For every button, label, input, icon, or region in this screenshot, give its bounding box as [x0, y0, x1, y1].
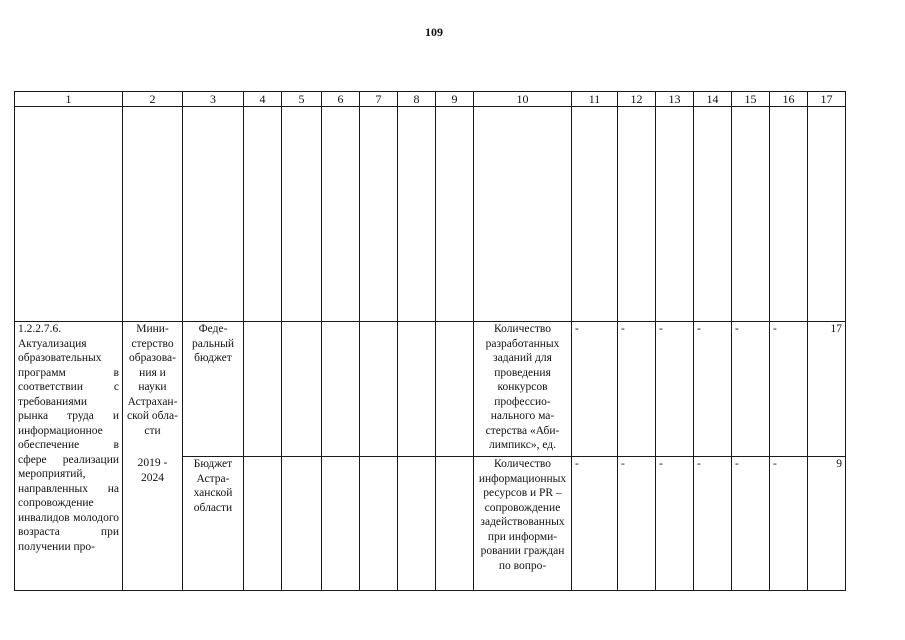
table-cell	[732, 107, 770, 322]
program-table-container	[14, 91, 844, 591]
column-number: 11	[572, 92, 618, 107]
year-value-cell: -	[656, 322, 694, 457]
table-cell	[398, 322, 436, 457]
table-cell	[322, 322, 360, 457]
year-value-cell: -	[732, 457, 770, 591]
table-cell	[572, 107, 618, 322]
table-cell	[436, 107, 474, 322]
table-cell	[618, 107, 656, 322]
table-cell	[360, 457, 398, 591]
year-value-cell: -	[618, 457, 656, 591]
column-number: 1	[15, 92, 123, 107]
table-cell	[322, 107, 360, 322]
column-number: 2	[123, 92, 183, 107]
table-cell	[398, 457, 436, 591]
year-value-cell: -	[572, 457, 618, 591]
table-cell	[474, 107, 572, 322]
column-number: 15	[732, 92, 770, 107]
table-cell	[436, 457, 474, 591]
table-cell	[244, 107, 282, 322]
table-cell	[398, 107, 436, 322]
table-cell	[244, 322, 282, 457]
column-number: 9	[436, 92, 474, 107]
table-cell	[322, 457, 360, 591]
table-cell	[282, 457, 322, 591]
column-number: 16	[770, 92, 808, 107]
column-number: 7	[360, 92, 398, 107]
table-cell	[15, 107, 123, 322]
year-value-cell: -	[694, 322, 732, 457]
indicator-cell: Количество информационных ресурсов и PR – сопровождение задействованных при информировании граждан по вопро-	[474, 457, 572, 591]
value-cell: 17	[808, 322, 846, 457]
column-number: 13	[656, 92, 694, 107]
program-table	[14, 91, 846, 591]
value-cell: 9	[808, 457, 846, 591]
column-number: 12	[618, 92, 656, 107]
indicator-cell: Количество разработанных заданий для проведения конкурсов профессионального мастерства «Абилимпикс», ед.	[474, 322, 572, 457]
action-cell: 1.2.2.7.6. Актуализация образовательных программ в соответствии с требованиями рынка труда и информационное обеспечение в сфере реализации мероприятий, направленных на сопровождение инвалидов молодого возраста при получении про-	[15, 322, 123, 591]
table-cell	[282, 322, 322, 457]
column-number: 3	[183, 92, 244, 107]
table-cell	[694, 107, 732, 322]
year-value-cell: -	[770, 322, 808, 457]
column-number: 6	[322, 92, 360, 107]
year-value-cell: -	[656, 457, 694, 591]
column-number-row	[15, 92, 846, 107]
year-value-cell: -	[770, 457, 808, 591]
table-cell	[360, 107, 398, 322]
continued-row	[15, 107, 846, 322]
table-cell	[770, 107, 808, 322]
term-text: 2019 - 2024	[137, 457, 168, 484]
table-row	[15, 322, 846, 457]
column-number: 4	[244, 92, 282, 107]
table-cell	[282, 107, 322, 322]
executor-text: Министерство образования и науки Астраханской области	[127, 323, 178, 437]
table-cell	[808, 107, 846, 322]
column-number: 8	[398, 92, 436, 107]
year-value-cell: -	[732, 322, 770, 457]
column-number: 14	[694, 92, 732, 107]
funding-source-cell: Бюджет Астраханской области	[183, 457, 244, 591]
table-cell	[656, 107, 694, 322]
funding-source-cell: Федеральный бюджет	[183, 322, 244, 457]
year-value-cell: -	[618, 322, 656, 457]
column-number: 10	[474, 92, 572, 107]
table-cell	[360, 322, 398, 457]
year-value-cell: -	[572, 322, 618, 457]
table-cell	[436, 322, 474, 457]
executor-cell	[123, 322, 183, 591]
year-value-cell: -	[694, 457, 732, 591]
column-number: 17	[808, 92, 846, 107]
page-number: 109	[425, 25, 443, 39]
table-cell	[244, 457, 282, 591]
column-number: 5	[282, 92, 322, 107]
table-cell	[183, 107, 244, 322]
table-cell	[123, 107, 183, 322]
